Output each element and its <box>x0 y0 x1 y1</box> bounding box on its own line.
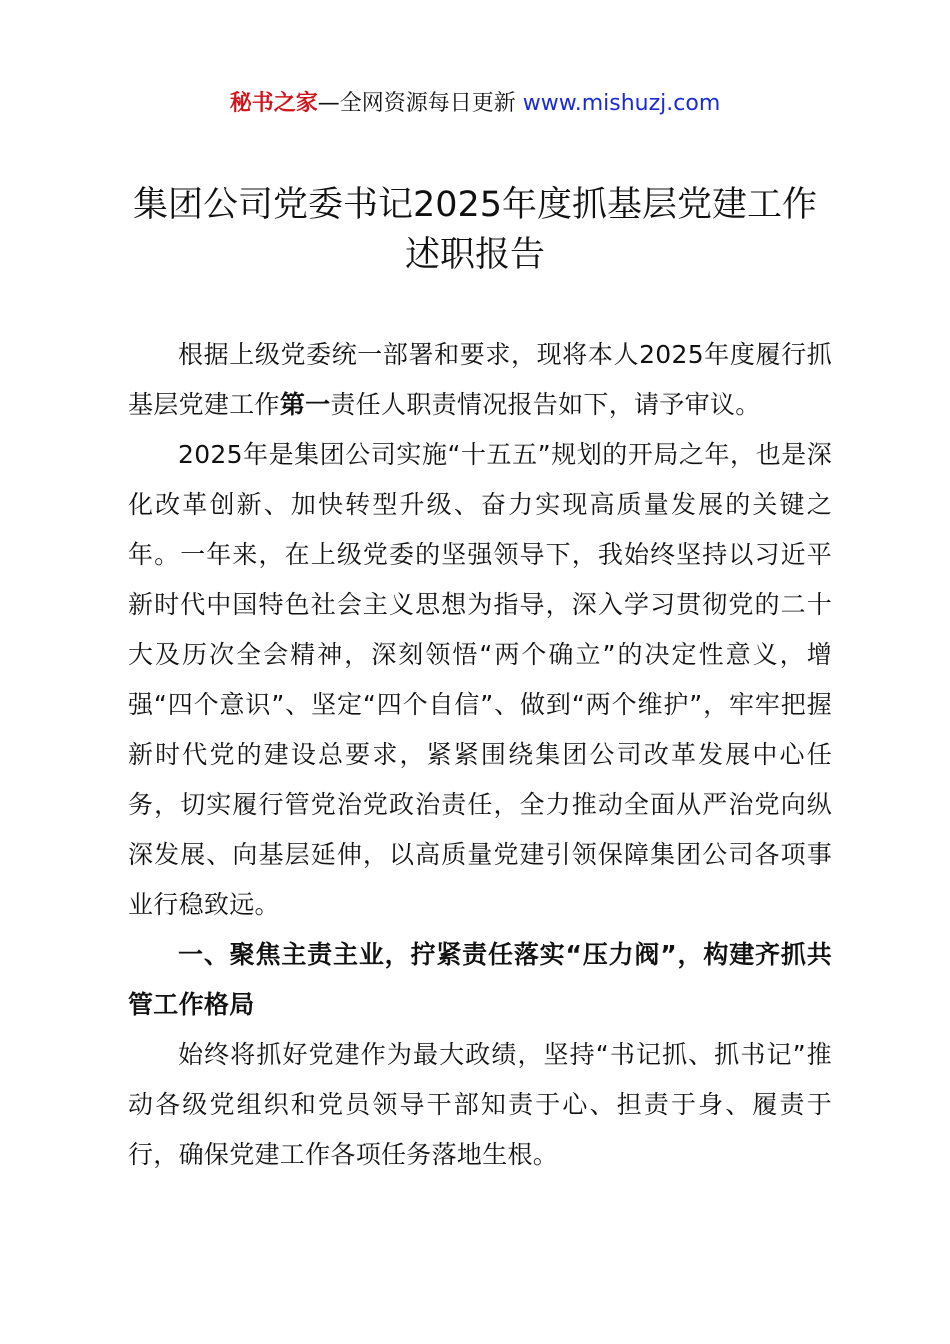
title-line-2: 述职报告 <box>404 235 545 275</box>
paragraph-intro <box>128 330 832 430</box>
section-heading-1: 一、聚焦主责主业，拧紧责任落实“压力阀”，构建齐抓共管工作格局 <box>128 940 832 1019</box>
paragraph-overview: 2025年是集团公司实施“十五五”规划的开局之年，也是深化改革创新、加快转型升级、奋力实现高质量发展的关键之年。一年来，在上级党委的坚强领导下，我始终坚持以习近平新时代中国特色社会主义思想为指导，深入学习贯彻党的二十大及历次全会精神，深刻领悟“两个确立”的决定性意义，增强“四个意识”、坚定“四个自信”、做到“两个维护”，牢牢把握新时代党的建设总要求，紧紧围绕集团公司改革发展中心任务，切实履行管党治党政治责任，全力推动全面从严治党向纵深发展、向基层延伸，以高质量党建引领保障集团公司各项事业行稳致远。 <box>128 440 832 919</box>
brand-name: 秘书之家 <box>229 91 318 116</box>
site-header <box>0 86 950 122</box>
site-link[interactable]: www.mishuzj.com <box>522 91 721 116</box>
paragraph-intro-bold: 第一 <box>279 390 331 419</box>
page-title <box>110 180 840 280</box>
header-tagline: —全网资源每日更新 <box>317 91 523 116</box>
document-body <box>128 330 832 1180</box>
paragraph-intro-text-1: 根据上级党委统一部署和要求，现将本人2025年度履行抓基层党建工作 <box>128 340 832 419</box>
title-line-1: 集团公司党委书记2025年度抓基层党建工作 <box>132 185 818 225</box>
paragraph-section-1: 始终将抓好党建作为最大政绩，坚持“书记抓、抓书记”推动各级党组织和党员领导干部知责于心、担责于身、履责于行，确保党建工作各项任务落地生根。 <box>128 1040 832 1169</box>
paragraph-intro-text-2: 责任人职责情况报告如下，请予审议。 <box>330 390 761 419</box>
